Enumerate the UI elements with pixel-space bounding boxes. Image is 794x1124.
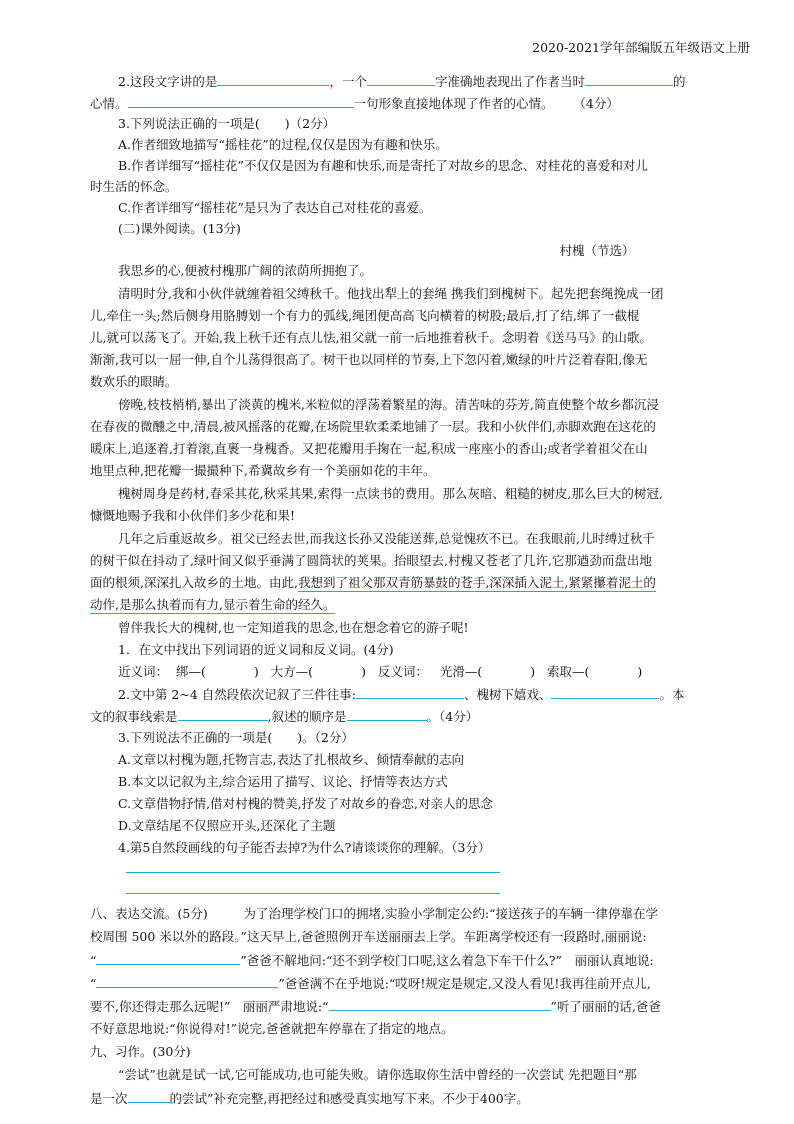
passage-p3-line: 傍晚,枝枝梢梢,暴出了淡黄的槐米,米粒似的浮荡着繁星的海。清苦味的芬芳,简直使整个故乡都沉浸	[118, 397, 659, 412]
passage-p4-line: 槐树周身是药材,春采其花,秋采其果,索得一点读书的费用。那么灰暗、粗糙的树皮,那么巨大的树冠,	[118, 486, 663, 501]
answer-blank[interactable]	[128, 1089, 170, 1103]
answer-line[interactable]	[126, 893, 500, 894]
answer-blank[interactable]	[356, 685, 464, 699]
section-9-line1: “尝试”也就是试一试,它可能成功,也可能失败。请你选取你生活中曾经的一次尝试 先把题目“那	[118, 1067, 637, 1082]
underlined-sentence: 我想到了祖父那双青筋暴鼓的苍手,深深插入泥土,紧紧攥着泥土的	[297, 575, 656, 590]
question-1: 1．在文中找出下列词语的近义词和反义词。(4分)	[118, 642, 394, 657]
answer-blank[interactable]	[128, 94, 354, 108]
page-header: 2020-2021学年部编版五年级语文上册	[532, 40, 750, 55]
question-2-line1: 2.这段文字讲的是 ，一个 字准确地表现出了作者当时 的	[118, 74, 686, 89]
option-c: C.作者详细写“摇桂花”是只为了表达自己对桂花的喜爱。	[118, 200, 432, 215]
answer-blank[interactable]	[347, 707, 427, 721]
passage-p2-line: 数欢乐的眼睛。	[90, 374, 178, 389]
passage-p2-line: 渐渐,我可以一屈一伸,自个儿荡得很高了。树干也以同样的节奏,上下忽闪着,嫩绿的叶片泛着春阳,像无	[90, 352, 648, 367]
passage-p5-line: 几年之后重返故乡。祖父已经去世,而我这长孙又没能送葬,总觉愧疚不已。在我眼前,儿时缚过秋千	[118, 531, 655, 546]
question-3: 3.下列说法不正确的一项是( )。（2分）	[118, 730, 354, 745]
question-2: 2.文中第 2~4 自然段依次记叙了三件往事: 、槐树下嬉戏、 。本	[118, 687, 685, 702]
passage-p4-line: 慷慨地赐予我和小伙伴们多少花和果!	[90, 508, 296, 523]
question-3-option-c: C.文章借物抒情,借对村槐的赞美,抒发了对故乡的眷恋,对亲人的思念	[118, 796, 494, 811]
section-8-line2: 校周围 500 米以外的路段。”这天早上,爸爸照例开车送丽丽去上学。车距离学校还有一段路时,丽丽说:	[90, 929, 647, 944]
question-3-option-a: A.文章以村槐为题,托物言志,表达了扎根故乡、倾情奉献的志向	[118, 752, 464, 767]
question-3-option-d: D.文章结尾不仅照应开头,还深化了主题	[118, 818, 336, 833]
section-9-head: 九、习作。(30分)	[90, 1044, 191, 1059]
question-2-line2: 文的叙事线索是 ,叙述的顺序是 。（4分）	[90, 709, 479, 724]
question-2-line2: 心情。 一句形象直接地体现了作者的心情。 （4分）	[90, 96, 619, 111]
question-1-words: 近义词： 绑—( ) 大方—( ) 反义词： 光滑—( ) 索取—( )	[118, 664, 643, 679]
question-4: 4.第5自然段画线的句子能否去掉?为什么?请谈谈你的理解。（3分）	[118, 840, 491, 855]
answer-blank[interactable]	[367, 72, 435, 86]
passage-p1: 我思乡的心,便被村槐那广阔的浓荫所拥抱了。	[118, 263, 372, 278]
option-a: A.作者细致地描写“摇桂花”的过程,仅仅是因为有趣和快乐。	[118, 137, 448, 152]
section-8-line4: “ ”爸爸满不在乎地说:“哎呀!规定是规定,又没人看见!我再往前开点儿,	[90, 976, 651, 991]
answer-blank[interactable]	[96, 974, 278, 988]
passage-p3-line: 地里点种,把花瓣一撮撮种下,希冀故乡有一个美丽如花的丰年。	[90, 463, 436, 478]
passage-title: 村槐（节选）	[559, 243, 635, 258]
answer-blank[interactable]	[585, 72, 673, 86]
answer-blank[interactable]	[329, 997, 551, 1011]
passage-p5-line: 的树干似在抖动了,绿叶间又似乎垂满了圆筒状的荚果。抬眼望去,村槐又苍老了几许,它那遒劲而盘出地	[90, 553, 652, 568]
answer-blank[interactable]	[217, 72, 329, 86]
section-9-line2: 是一次 的尝试”补充完整,再把经过和感受真实地写下来。不少于400字。	[90, 1091, 529, 1106]
answer-blank[interactable]	[551, 685, 659, 699]
underlined-sentence: 动作,是那么执着而有力,显示着生命的经久。	[90, 597, 336, 612]
section-8-line3: “ ”爸爸不解地问:“还不到学校门口呢,这么着急下车干什么?” 丽丽认真地说:	[90, 953, 654, 968]
passage-p2-line: 儿,牵住一头;然后侧身用胳膊划一个有力的弧线,绳团便高高飞向横着的树股;最后,打了结,绑了一截棍	[90, 308, 640, 323]
passage-p2-line: 清明时分,我和小伙伴就缠着祖父缚秋千。他找出犁上的套绳 携我们到槐树下。起先把套绳挽成一团	[118, 286, 664, 301]
section-8-line6: 不好意思地说:“你说得对!”说完,爸爸就把车停靠在了指定的地点。	[90, 1021, 454, 1036]
passage-p5-line	[90, 596, 335, 614]
section-extracurricular-reading: (二)课外阅读。(13分)	[118, 221, 241, 236]
passage-p3-line: 暖床上,追逐着,打着滚,直裹一身槐香。又把花瓣用手掬在一起,积成一座座小的香山;或者学着祖父在山	[90, 441, 648, 456]
answer-blank[interactable]	[178, 707, 268, 721]
option-b-line2: 时生活的怀念。	[90, 179, 178, 194]
option-b-line1: B.作者详细写“摇桂花”不仅仅是因为有趣和快乐,而是寄托了对故乡的思念、对桂花的喜爱和对儿	[118, 158, 648, 173]
passage-p3-line: 在春夜的微醺之中,清晨,被风摇落的花瓣,在场院里软柔柔地铺了一层。我和小伙伴们,赤脚欢跑在这花的	[90, 419, 656, 434]
section-8-line5: 要不,你还得走那么远呢!” 丽丽严肃地说:“ ”听了丽丽的话,爸爸	[90, 999, 661, 1014]
answer-line[interactable]	[126, 872, 500, 873]
section-8-line1: 八、表达交流。(5分) 为了治理学校门口的拥堵,实验小学制定公约:“接送孩子的车辆一律停靠在学	[90, 906, 659, 921]
passage-p6: 曾伴我长大的槐树,也一定知道我的思念,也在想念着它的游子呢!	[118, 620, 469, 635]
passage-p2-line: 儿,就可以荡飞了。开始,我上秋千还有点儿怯,祖父就一前一后地推着秋千。念明着《送马马》的山歌。	[90, 330, 652, 345]
passage-p5-line: 面的根须,深深扎入故乡的土地。由此,我想到了祖父那双青筋暴鼓的苍手,深深插入泥土,紧紧攥着泥土的	[90, 575, 656, 590]
question-3-option-b: B.本文以记叙为主,综合运用了描写、议论、抒情等表达方式	[118, 774, 448, 789]
answer-blank[interactable]	[96, 951, 240, 965]
question-3-stem: 3.下列说法正确的一项是( )（2分）	[118, 116, 336, 131]
